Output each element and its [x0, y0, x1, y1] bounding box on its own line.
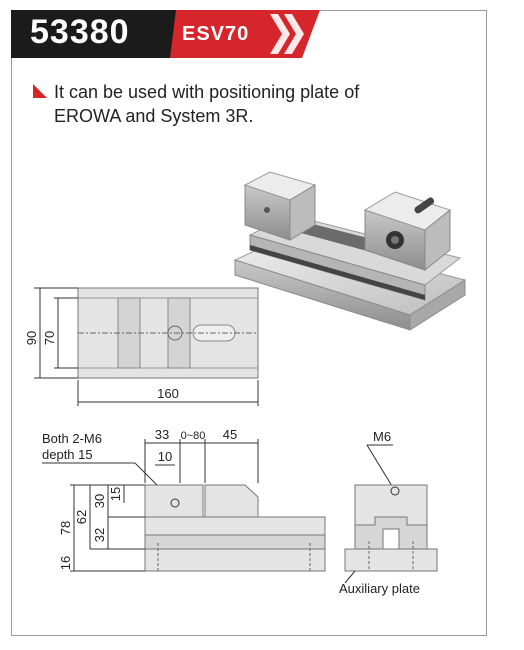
dim-30-label: 30 — [92, 493, 107, 509]
top-view-drawing — [18, 280, 268, 410]
dim-70-label: 70 — [42, 330, 57, 346]
thread-m6-label: M6 — [373, 429, 392, 444]
end-view-drawing — [335, 425, 485, 605]
dim-62-label: 62 — [74, 509, 89, 525]
dim-78-label: 78 — [58, 520, 73, 536]
description-line-1: It can be used with positioning plate of — [54, 82, 360, 102]
dim-45-label: 45 — [222, 427, 238, 442]
red-triangle-bullet-icon — [33, 84, 47, 98]
model-name: ESV70 — [182, 23, 250, 45]
thread-note-line-1: Both 2-M6 — [42, 431, 102, 446]
dim-15-label: 15 — [108, 486, 123, 502]
dim-160-label: 160 — [157, 386, 179, 401]
dim-range-label: 0~80 — [180, 430, 206, 442]
thread-note-line-2: depth 15 — [42, 447, 93, 462]
part-number: 53380 — [30, 13, 130, 51]
dim-16-label: 16 — [58, 555, 73, 571]
description — [54, 80, 434, 128]
side-view-drawing — [40, 425, 340, 585]
dim-32-label: 32 — [92, 527, 107, 543]
dim-33-label: 33 — [154, 427, 170, 442]
auxiliary-plate-label: Auxiliary plate — [339, 581, 420, 596]
description-line-2: EROWA and System 3R. — [54, 106, 254, 126]
dim-10-label: 10 — [157, 449, 173, 464]
dim-90-label: 90 — [24, 330, 39, 346]
